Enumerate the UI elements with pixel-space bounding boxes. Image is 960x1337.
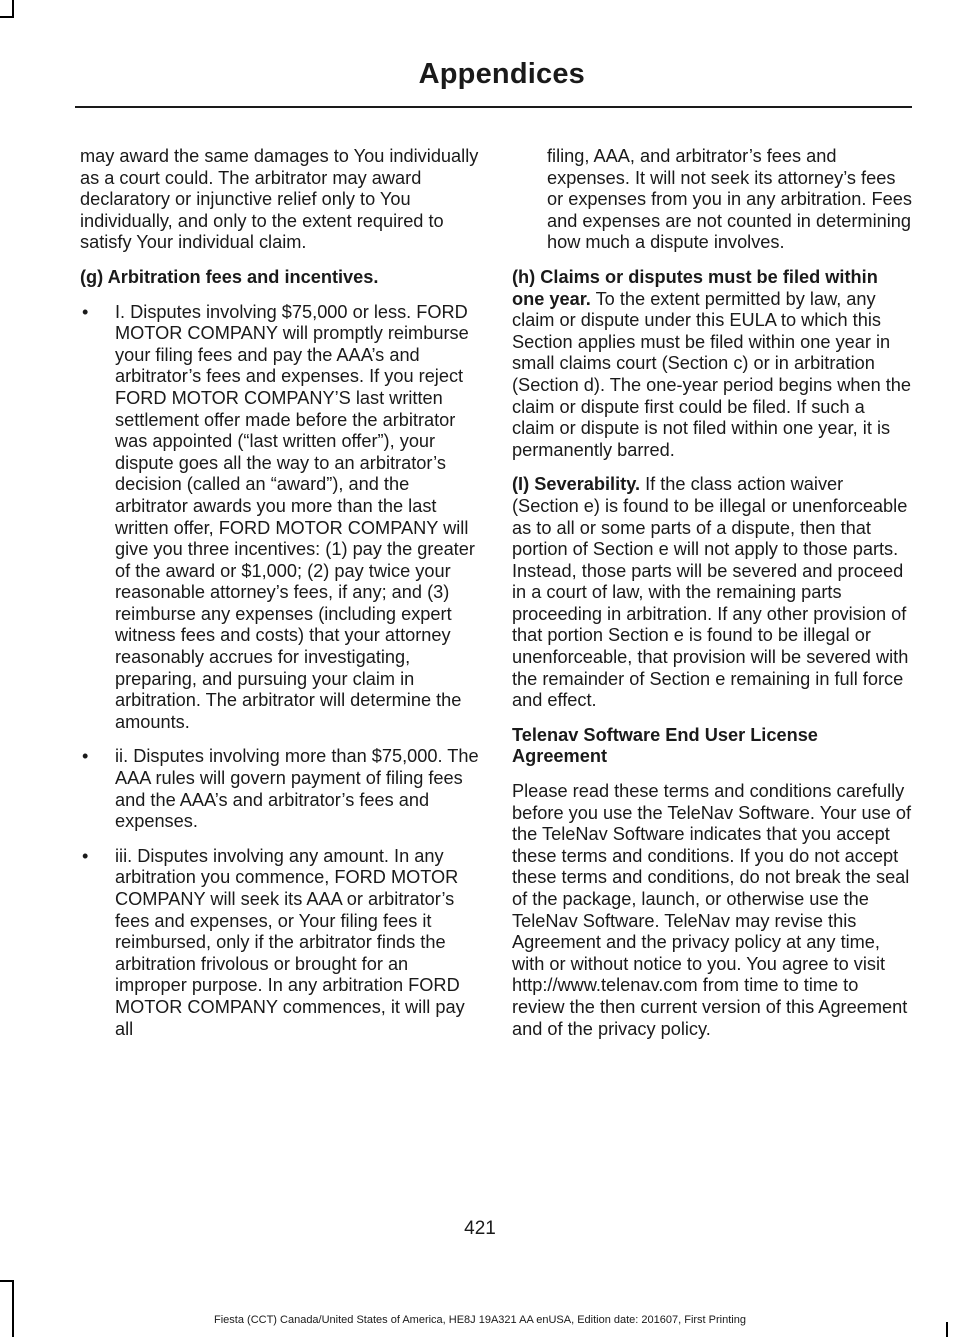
- bullet-continuation: filing, AAA, and arbitrator’s fees and expenses. It will not seek its attorney’s fees or expenses from you in any arbitration. Fees and expenses are not counted in determining how much a dispute involves.: [547, 146, 912, 253]
- crop-mark-bottom-left-h: [0, 1280, 14, 1282]
- crop-mark-top-left-h: [0, 16, 14, 18]
- severability-paragraph: [512, 474, 912, 712]
- edition-footer: Fiesta (CCT) Canada/United States of America, HE8J 19A321 AA enUSA, Edition date: 201607, First Printing: [214, 1314, 746, 1326]
- right-column: [512, 146, 912, 1053]
- page-number: 421: [464, 1218, 496, 1239]
- telenav-heading: Telenav Software End User License Agreement: [512, 724, 818, 767]
- subheading-claims-one-year: (h) Claims or disputes must be filed within one year.: [512, 266, 878, 309]
- intro-paragraph: may award the same damages to You individually as a court could. The arbitrator may award declaratory or injunctive relief only to You individually, and only to the extent required to satisfy Your individual claim.: [80, 146, 479, 253]
- fees-bullet-list: [80, 302, 480, 1041]
- section-title: Appendices: [418, 58, 585, 90]
- telenav-paragraph: Please read these terms and conditions carefully before you use the TeleNav Software. Your use of the TeleNav Software indicates that you accept these terms and conditions. If you do not accept these terms and conditions, do not break the seal of the package, launch, or otherwise use the TeleNav Software. TeleNav may revise this Agreement and the privacy policy at any time, with or without notice to you. You agree to visit http://www.telenav.com from time to time to review the then current version of this Agreement and of the privacy policy.: [512, 781, 912, 1039]
- claims-paragraph: [512, 267, 912, 461]
- severability-text: If the class action waiver (Section e) is found to be illegal or unenforceable as to all or some parts of a dispute, then that portion of Section e will not apply to those parts. Instead, those parts will be severed and proceed in a court of law, with the remaining parts proceeding in arbitration. If any other provision of that portion Section e is found to be illegal or unenforceable, that provision will be severed with the remainder of Section e remaining in full force and effect.: [512, 474, 909, 711]
- subheading-arbitration-fees: (g) Arbitration fees and incentives.: [80, 266, 379, 287]
- list-item: • I. Disputes involving $75,000 or less. FORD MOTOR COMPANY will promptly reimburse your filing fees and pay the AAA’s and arbitrator’s fees and expenses. If you reject FORD MOTOR COMPANY’S last written settlement offer made before the arbitrator was appointed (“last written offer”), your dispute goes all the way to an arbitrator’s decision (called an “award”), and the arbitrator awards you more than the last written offer, FORD MOTOR COMPANY will give you three incentives: (1) pay the greater of the award or $1,000; (2) pay twice your reasonable attorney’s fees, if any; and (3) reimburse any expenses (including expert witness fees and costs) that your attorney reasonably accrues for investigating, preparing, and pursuing your claim in arbitration. The arbitrator will determine the amounts.: [80, 302, 480, 734]
- subheading-severability: (I) Severability.: [512, 474, 641, 495]
- list-item: • ii. Disputes involving more than $75,000. The AAA rules will govern payment of filing fees and the AAA’s and arbitrator’s fees and expenses.: [80, 746, 480, 832]
- list-item: • iii. Disputes involving any amount. In any arbitration you commence, FORD MOTOR COMPANY will seek its AAA or arbitrator’s fees and expenses, or Your filing fees it reimbursed, only if the arbitrator finds the arbitration frivolous or brought for an improper purpose. In any arbitration FORD MOTOR COMPANY commences, it will pay all: [80, 846, 480, 1040]
- claims-text: To the extent permitted by law, any claim or dispute under this EULA to which this Section applies must be filed within one year in small claims court (Section c) or in arbitration (Section d). The one-year period begins when the claim or dispute first could be filed. If such a claim or dispute is not filed within one year, it is permanently barred.: [512, 288, 912, 460]
- left-column: [80, 146, 480, 1053]
- header-rule: [75, 106, 912, 108]
